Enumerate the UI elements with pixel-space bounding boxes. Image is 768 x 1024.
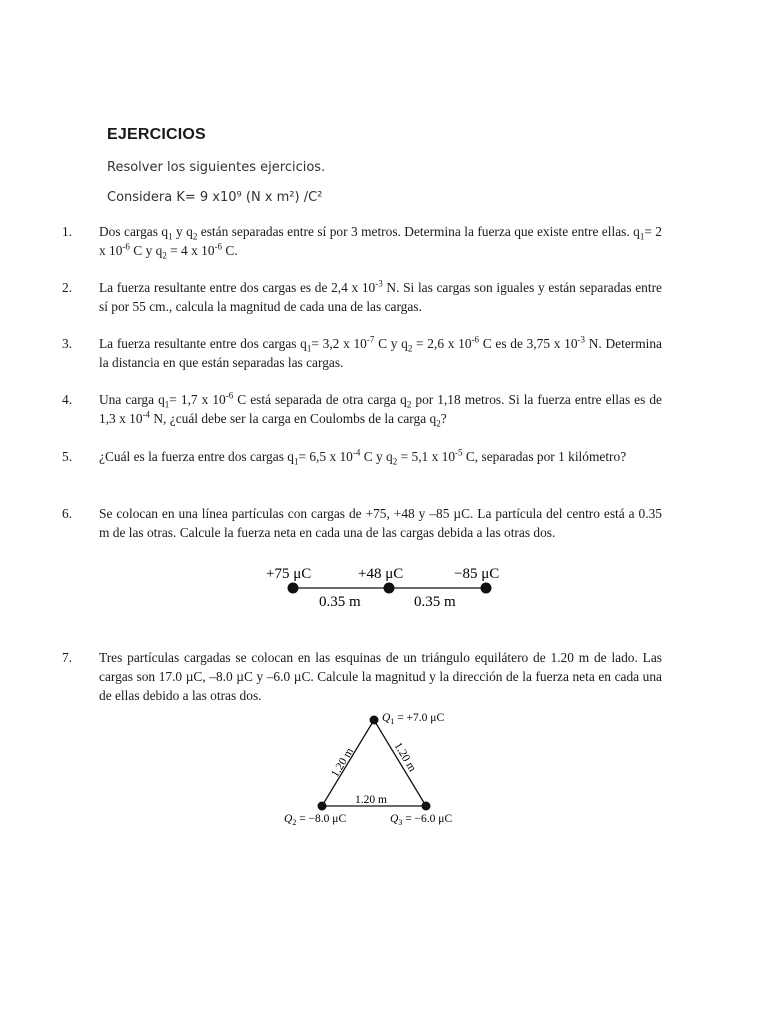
exercise-number: 7. [62, 650, 73, 665]
charge-dot-q3 [422, 802, 431, 811]
charge-label-q3: $Q_3 = -6.0$ μC [390, 813, 453, 827]
charge-dot-q2 [318, 802, 327, 811]
exercise-1 [62, 222, 662, 260]
exercise-number: 3. [62, 336, 73, 351]
triangle-charges-diagram [278, 705, 478, 830]
exercise-text: Dos cargas $q_1$ y $q_2$ están separadas entre sí por 3 metros. Determina la fuerza que existe entre ellas. $q_1= 2$ x $10^{-6}$ C y $q_2 = 4$ x $10^{-6}$ C. [99, 224, 662, 261]
exercise-number: 6. [62, 506, 73, 521]
exercise-5 [62, 447, 662, 466]
instruction-line: Resolver los siguientes ejercicios. [107, 160, 326, 175]
exercise-text: La fuerza resultante entre dos cargas $q_1= 3,2$ x $10^{-7}$ C y $q_2 = 2,6$ x $10^{-6}$ C es de 3,75 x $10^{-3}$ N. Determina la distancia en que están separadas las cargas. [99, 334, 662, 370]
exercise-text: ¿Cuál es la fuerza entre dos cargas $q_1= 6,5$ x $10^{-4}$ C y $q_2 = 5,1$ x $10^{-5}$ C, separadas por 1 kilómetro? [99, 447, 627, 467]
exercise-6 [62, 504, 662, 542]
exercise-4 [62, 390, 662, 428]
charge-dot-q1 [370, 716, 379, 725]
charge-dot-2 [384, 583, 395, 594]
charge-label-q1: $Q_1 = +7.0$ μC [382, 712, 445, 726]
exercise-number: 5. [62, 449, 73, 464]
page-title: EJERCICIOS [107, 126, 206, 143]
constant-line: Considera K= 9 x10⁹ (N x m²) /C² [107, 190, 323, 205]
distance-label-2: 0.35 m [414, 594, 456, 610]
exercise-text: Tres partículas cargadas se colocan en las esquinas de un triángulo equilátero de 1.20 m de lado. Las cargas son 17.0 µC, –8.0 µC y –6.0 µC. Calcule la magnitud y la dirección de la fuerza neta en cada una de ellas debido a las otras dos. [99, 650, 662, 703]
charge-label-3: −85 μC [454, 566, 500, 582]
side-length-left: 1.20 m [329, 745, 357, 780]
exercise-number: 4. [62, 392, 73, 407]
exercise-2 [62, 278, 662, 316]
charge-label-1: +75 μC [266, 566, 312, 582]
charge-label-2: +48 μC [358, 566, 404, 582]
side-length-bottom: 1.20 m [355, 794, 387, 806]
exercise-number: 2. [62, 280, 73, 295]
exercise-3 [62, 334, 662, 372]
exercise-text: Se colocan en una línea partículas con cargas de +75, +48 y –85 µC. La partícula del centro está a 0.35 m de las otras. Calcule la fuerza neta en cada una de las cargas debida a las otras dos. [99, 506, 662, 540]
charge-dot-1 [288, 583, 299, 594]
side-length-right: 1.20 m [391, 740, 419, 774]
exercise-7 [62, 648, 662, 705]
line-charges-diagram [250, 558, 530, 614]
charge-label-q2: $Q_2 = -8.0$ μC [284, 813, 347, 827]
exercise-number: 1. [62, 224, 73, 239]
charge-dot-3 [481, 583, 492, 594]
exercise-text: La fuerza resultante entre dos cargas es de 2,4 x $10^{-3}$ N. Si las cargas son iguales y están separadas entre sí por 55 cm., calcula la magnitud de cada una de las cargas. [99, 278, 662, 314]
distance-label-1: 0.35 m [319, 594, 361, 610]
exercise-text: Una carga $q_1= 1,7$ x $10^{-6}$ C está separada de otra carga $q_2$ por 1,18 metros. Si la fuerza entre ellas es de 1,3 x $10^{-4}$ N, ¿cuál debe ser la carga en Coulombs de la carga $q_2$? [99, 390, 662, 429]
